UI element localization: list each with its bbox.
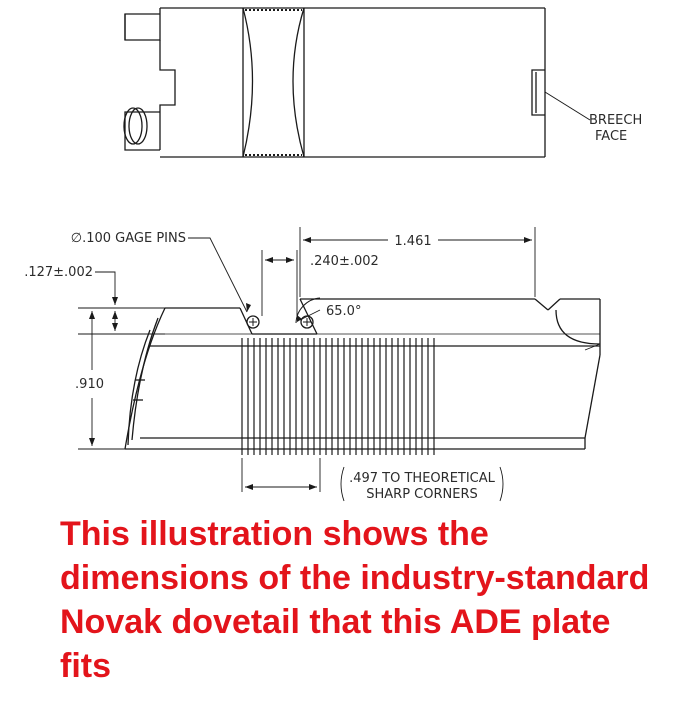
dimension-240: .240±.002 — [310, 254, 379, 269]
dimension-1461: 1.461 — [394, 234, 432, 249]
dimension-127: .127±.002 — [24, 265, 93, 280]
note-497-line2: SHARP CORNERS — [366, 487, 478, 502]
arrowheads — [89, 237, 532, 490]
breech-face-label-2: FACE — [595, 129, 628, 144]
dimension-910: .910 — [75, 377, 104, 392]
slide-top-view — [124, 8, 545, 157]
breech-face-label-1: BREECH — [589, 113, 643, 128]
note-497-line1: .497 TO THEORETICAL — [349, 471, 495, 486]
angle-65: 65.0° — [326, 304, 362, 319]
caption-text: This illustration shows the dimensions of the industry-standard Novak dovetail that this ADE plate fits — [60, 515, 650, 685]
gage-pins-label: ∅.100 GAGE PINS — [70, 231, 186, 246]
dimension-lines — [78, 227, 535, 501]
